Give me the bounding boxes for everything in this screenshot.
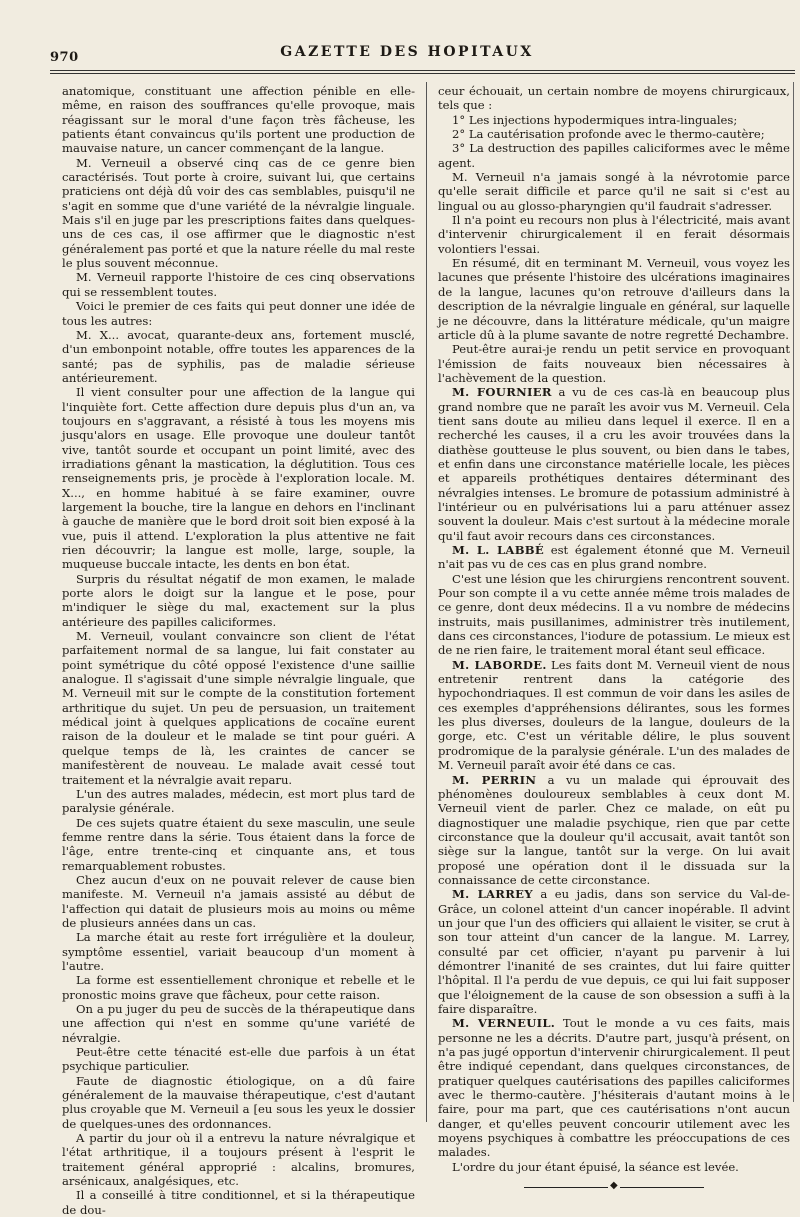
paragraph: C'est une lésion que les chirurgiens rencontrent souvent. Pour son compte il a vu cette année même trois malades de ce genre, dont deux médecins. Il a vu nombre de médecins instruits, mais pusillanimes, administrer très inutilement, dans ces circonstances, l'iodure de potassium. Le mieux est de ne rien faire, le traitement moral étant seul efficace. — [438, 571, 790, 658]
paragraph: La marche était au reste fort irrégulière et la douleur, symptôme essentiel, variait beaucoup d'un moment à l'autre. — [62, 930, 415, 973]
list-item: 2° La cautérisation profonde avec le thermo-cautère; — [452, 127, 765, 142]
right-edge-rule — [793, 82, 794, 1102]
speaker-name: M. PERRIN — [452, 772, 537, 787]
page-number: 970 — [50, 50, 79, 65]
paragraph: M. X... avocat, quarante-deux ans, fortement musclé, d'un embonpoint notable, offre toutes les apparences de la santé; pas de syphilis, pas de maladie sérieuse antérieurement. — [62, 327, 415, 385]
paragraph: On a pu juger du peu de succès de la thérapeutique dans une affection qui n'est en somme qu'une variété de névralgie. — [62, 1002, 415, 1045]
paragraph: M. Verneuil n'a jamais songé à la névrotomie parce qu'elle serait difficile et parce qu'il ne sait si c'est au lingual ou au glosso-pharyngien qu'il faudrait s'adresser. — [438, 170, 790, 213]
paragraph: anatomique, constituant une affection pénible en elle-même, en raison des souffrances qu'elle provoque, mais réagissant sur le moral d'une façon très fâcheuse, les patients étant convaincus qu'ils portent une production de mauvaise nature, un cancer commençant de la langue. — [62, 84, 415, 156]
paragraph: Chez aucun d'eux on ne pouvait relever de cause bien manifeste. M. Verneuil n'a jamais assisté au début de l'affection qui datait de plusieurs mois au moins ou même de plusieurs années dans un cas. — [62, 872, 415, 930]
speaker-paragraph — [438, 385, 790, 543]
paragraph: M. Verneuil rapporte l'histoire de ces cinq observations qui se ressemblent toutes. — [62, 270, 415, 299]
speaker-paragraph — [438, 658, 790, 773]
speaker-text: a vu de ces cas-là en beaucoup plus grand nombre que ne paraît les avoir vus M. Verneuil. Cela tient sans doute au milieu dans lequel il exerce. Il en a recherché les causes, il a cru les avoir trouvées dans la diathèse goutteuse le plus souvent, ou bien dans le tabes, et enfin dans une circonstance matérielle locale, les pièces et appareils prothétiques dentaires déterminant des névralgies intenses. Le bromure de potassium administré à l'intérieur ou en pulvérisations lui a paru atténuer assez souvent la douleur. Mais c'est surtout à la médecine morale qu'il faut avoir recours dans ces circonstances. — [438, 385, 790, 543]
speaker-paragraph — [438, 543, 790, 572]
left-column — [62, 84, 415, 1217]
speaker-text: est également étonné que M. Verneuil n'ait pas vu de ces cas en plus grand nombre. — [438, 543, 790, 572]
paragraph: De ces sujets quatre étaient du sexe masculin, une seule femme rentre dans la série. Tous étaient dans la force de l'âge, entre trente-cinq et cinquante ans, et tous remarquablement robustes. — [62, 815, 415, 873]
right-column — [438, 84, 791, 1174]
column-divider — [426, 82, 427, 1122]
paragraph: A partir du jour où il a entrevu la nature névralgique et l'état arthritique, il a toujours présent à l'esprit le traitement général approprié : alcalins, bromures, arsénicaux, analgésiques, etc. — [62, 1131, 415, 1189]
header-rule — [50, 70, 795, 74]
paragraph: L'un des autres malades, médecin, est mort plus tard de paralysie générale. — [62, 786, 415, 816]
list-item: 1° Les injections hypodermiques intra-linguales; — [452, 112, 738, 127]
paragraph: Il n'a point eu recours non plus à l'électricité, mais avant d'intervenir chirurgicalement il en ferait désormais volontiers l'essai. — [438, 213, 790, 256]
paragraph: M. Verneuil a observé cinq cas de ce genre bien caractérisés. Tout porte à croire, suivant lui, que certains praticiens ont déjà dû voir des cas semblables, puisqu'il ne s'agit en somme que d'une variété de la névralgie linguale. Mais s'il en juge par les prescriptions faites dans quelques-uns de ces cas, il ose affirmer que le diagnostic n'est généralement pas porté et que la nature réelle du mal reste le plus souvent méconnue. — [62, 155, 415, 271]
speaker-paragraph — [438, 773, 790, 888]
paragraph: Peut-être aurai-je rendu un petit service en provoquant l'émission de faits nouveaux bien nécessaires à l'achèvement de la question. — [438, 342, 790, 385]
speaker-name: M. VERNEUIL. — [452, 1016, 556, 1031]
surgical-means-list — [438, 113, 790, 170]
page-header — [22, 44, 792, 70]
speaker-text: Les faits dont M. Verneuil vient de nous entretenir rentrent dans la catégorie des hypochondriaques. Il est commun de voir dans les asiles de ces exemples d'appréhensions délirantes, sous les formes les plus diverses, douleurs de la langue, douleurs de la gorge, etc. C'est un véritable délire, le plus souvent prodromique de la paralysie générale. L'un des malades de M. Verneuil paraît avoir été dans ce cas. — [438, 657, 790, 773]
paragraph: En résumé, dit en terminant M. Verneuil, vous voyez les lacunes que présente l'histoire des ulcérations imaginaires de la langue, lacunes qu'on retrouve d'ailleurs dans la description de la névralgie linguale en général, sur laquelle je ne découvre, dans la littérature médicale, qu'un maigre article dû à la plume savante de notre regretté Dechambre. — [438, 256, 790, 342]
speaker-name: M. LARREY — [452, 887, 533, 902]
paragraph: Voici le premier de ces faits qui peut donner une idée de tous les autres: — [62, 299, 415, 328]
paragraph: ceur échouait, un certain nombre de moyens chirurgicaux, tels que : — [438, 84, 790, 113]
speaker-paragraph — [438, 887, 790, 1016]
paragraph: Peut-être cette ténacité est-elle due parfois à un état psychique particulier. — [62, 1045, 415, 1074]
speaker-paragraph — [438, 1016, 790, 1159]
speaker-name: M. L. LABBÉ — [452, 543, 545, 557]
speaker-text: a eu jadis, dans son service du Val-de-Grâce, un colonel atteint d'un cancer inopérable. Il advint un jour que l'un des officiers qui allaient le visiter, se crut à son tour atteint d'un cancer de la langue. M. Larrey, consulté par cet officier, n'ayant pu parvenir à lui démontrer l'inanité de ses craintes, dut lui faire quitter l'hôpital. Il l'a perdu de vue depuis, ce qui lui fait supposer que l'éloignement de la cause de son obsession a suffi à la faire disparaître. — [438, 887, 791, 1016]
paragraph: Surpris du résultat négatif de mon examen, le malade porte alors le doigt sur la langue et le pose, pour m'indiquer le siège du mal, exactement sur la plus antérieure des papilles caliciformes. — [62, 571, 415, 629]
speaker-text: a vu un malade qui éprouvait des phénomènes douloureux semblables à ceux dont M. Verneuil vient de parler. Chez ce malade, on eût pu diagnostiquer une maladie psychique, rien que par cette circonstance que la douleur qu'il accusait, avait tantôt son siège sur la langue, tantôt sur la verge. On lui avait proposé une opération dont il le dissuada sur la connaissance de cette circonstance. — [438, 772, 791, 887]
list-item: 3° La destruction des papilles caliciformes avec le même agent. — [438, 141, 790, 170]
paragraph: Faute de diagnostic étiologique, on a dû faire généralement de la mauvaise thérapeutique, c'est d'autant plus croyable que M. Verneuil a [eu sous les yeux le dossier de quelques-unes des ordonnances. — [62, 1073, 415, 1131]
speaker-name: M. LABORDE. — [452, 657, 547, 672]
journal-title: GAZETTE DES HOPITAUX — [280, 44, 534, 60]
closing-line: L'ordre du jour étant épuisé, la séance est levée. — [452, 1159, 739, 1174]
speaker-name: M. FOURNIER — [452, 385, 552, 400]
paragraph: M. Verneuil, voulant convaincre son client de l'état parfaitement normal de sa langue, lui fait constater au point symétrique du côté opposé l'existence d'une saillie analogue. Il s'agissait d'une simple névralgie linguale, que M. Verneuil mit sur le compte de la constitution fortement arthritique du sujet. Un peu de persuasion, un traitement médical joint à quelques applications de cocaïne eurent raison de la douleur et le malade se tint pour guéri. A quelque temps de là, les craintes de cancer se manifestèrent de nouveau. Le malade avait cessé tout traitement et la névralgie avait reparu. — [62, 629, 415, 787]
paragraph: Il vient consulter pour une affection de la langue qui l'inquiète fort. Cette affection dure depuis plus d'un an, va toujours en s'aggravant, a résisté à tous les moyens mis jusqu'alors en usage. Elle provoque une douleur tantôt vive, tantôt sourde et occupant un point limité, avec des irradiations gênant la mastication, la déglutition. Tous ces renseignements pris, je procède à l'exploration locale. M. X..., en homme habitué à se faire examiner, ouvre largement la bouche, tire la langue en dehors en l'inclinant à gauche de manière que le bord droit soit bien exposé à la vue, puis il attend. L'exploration la plus attentive ne fait rien découvrir; la langue est molle, large, souple, la muqueuse buccale intacte, les dents en bon état. — [62, 385, 415, 572]
paragraph: Il a conseillé à titre conditionnel, et si la thérapeutique de dou- — [62, 1188, 415, 1217]
speaker-text: Tout le monde a vu ces faits, mais personne ne les a décrits. D'autre part, jusqu'à présent, on n'a pas jugé opportun d'intervenir chirurgicalement. Il peut être indiqué cependant, dans quelques circonstances, de pratiquer quelques cautérisations des papilles caliciformes avec le thermo-cautère. J'hésiterais d'autant moins à le faire, pour ma part, que ces cautérisations n'ont aucun danger, et qu'elles peuvent concourir utilement avec les moyens psychiques à combattre les préoccupations de ces malades. — [438, 1016, 790, 1160]
paragraph: La forme est essentiellement chronique et rebelle et le pronostic moins grave que fâcheux, pour cette raison. — [62, 973, 415, 1002]
end-ornament-rule — [524, 1184, 704, 1192]
